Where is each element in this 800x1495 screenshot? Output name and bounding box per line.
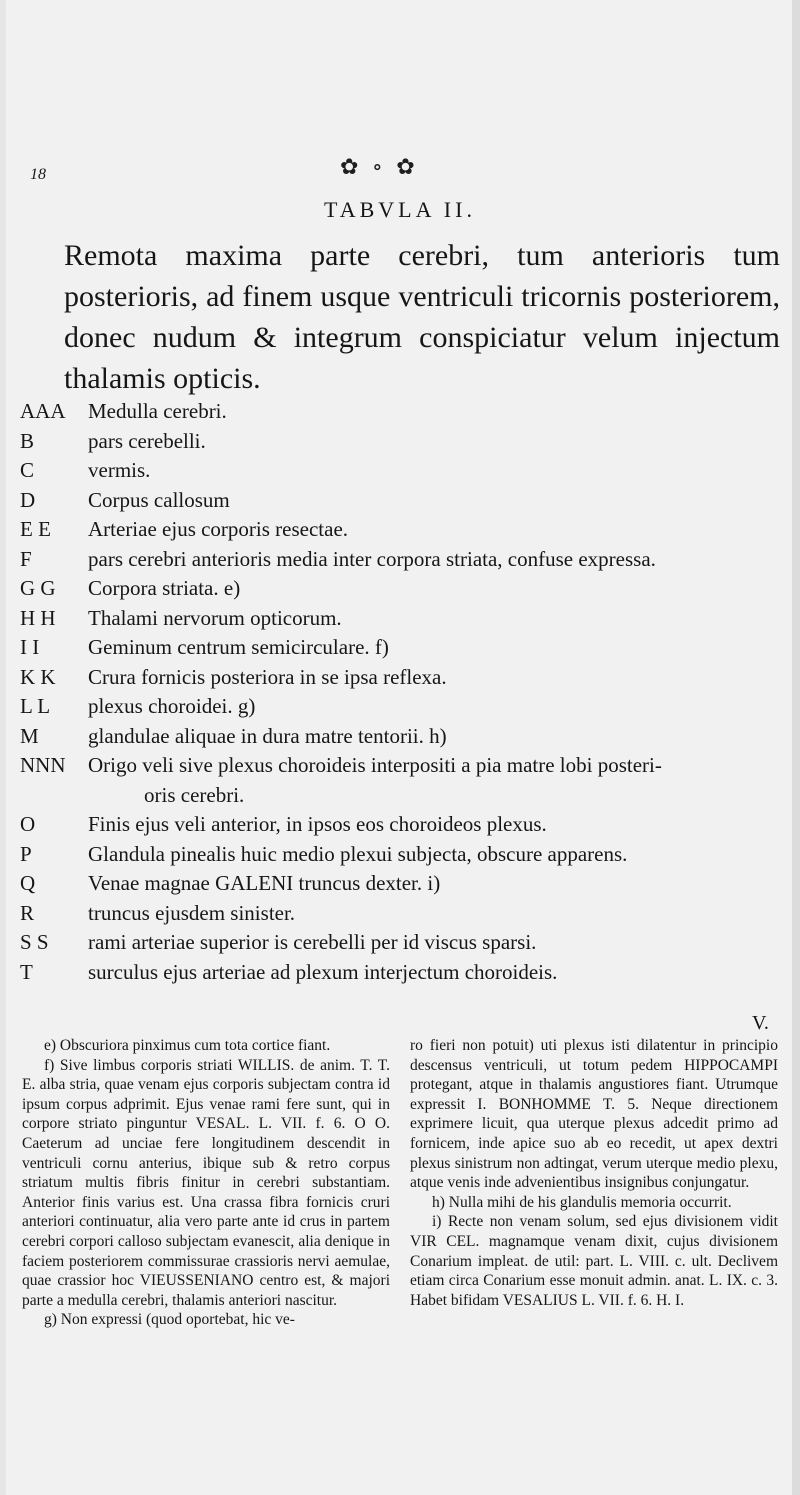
- legend-key: T: [20, 959, 33, 984]
- legend-key: NNN: [20, 753, 66, 777]
- legend-key: B: [20, 428, 35, 453]
- legend-key: R: [20, 900, 35, 925]
- legend-text: pars cerebelli.: [88, 428, 206, 453]
- legend-key: D: [20, 487, 36, 512]
- legend-row: [20, 486, 790, 516]
- page-left-edge: [0, 0, 6, 1495]
- legend-row: [20, 663, 790, 693]
- legend-text: plexus choroidei. g): [88, 694, 256, 718]
- footnotes-right-column: [410, 1036, 778, 1310]
- legend-row: [20, 604, 790, 634]
- legend-row: [20, 781, 790, 811]
- legend-text: Origo veli sive plexus choroideis interpositi a pia matre lobi posteri-: [88, 753, 662, 777]
- legend-row: [20, 427, 790, 457]
- legend-row: [20, 545, 790, 575]
- legend-key: S S: [20, 930, 49, 954]
- legend-text: surculus ejus arteriae ad plexum interjectum choroideis.: [88, 959, 558, 984]
- legend-key: AAA: [20, 399, 66, 423]
- page-right-edge: [792, 0, 800, 1495]
- legend-row: [20, 456, 790, 486]
- legend-text: Thalami nervorum opticorum.: [88, 605, 342, 630]
- footnote-paragraph: h) Nulla mihi de his glandulis memoria occurrit.: [432, 1193, 732, 1211]
- legend-text: vermis.: [88, 458, 151, 482]
- legend-row: [20, 958, 790, 988]
- catchword: V.: [752, 1012, 769, 1034]
- legend-row: [20, 869, 790, 899]
- legend-row: [20, 840, 790, 870]
- legend-row: [20, 692, 790, 722]
- legend-key: F: [20, 546, 32, 571]
- legend-key: I I: [20, 635, 40, 659]
- legend-text: rami arteriae superior is cerebelli per id viscus sparsi.: [88, 930, 537, 954]
- footnote-paragraph: i) Recte non venam solum, sed ejus divisionem vidit VIR CEL. magnamque venam dixit, cujus divisionem Conarium impleat. de util: part. L. VIII. c. ult. Declivem etiam circa Conarium esse monuit admin. anat. L. IX. c. 3. Habet bifidam VESALIUS L. VII. f. 6. H. I.: [410, 1213, 778, 1309]
- legend-text: truncus ejusdem sinister.: [88, 900, 296, 925]
- legend-text: Medulla cerebri.: [88, 399, 227, 423]
- legend-key: P: [20, 841, 32, 866]
- legend-key: O: [20, 812, 36, 836]
- legend-row: [20, 633, 790, 663]
- legend-row: [20, 810, 790, 840]
- plate-heading: Remota maxima parte cerebri, tum anterioris tum posterioris, ad finem usque ventriculi tricornis posteriorem, donec nudum & integrum conspiciatur velum injectum thalamis opticis.: [64, 239, 780, 395]
- legend-key: E E: [20, 517, 51, 541]
- legend-key: Q: [20, 871, 36, 895]
- legend-text: Crura fornicis posteriora in se ipsa reflexa.: [88, 664, 447, 689]
- legend-text: Glandula pinealis huic medio plexui subjecta, obscure apparens.: [88, 841, 628, 866]
- footnote-paragraph: g) Non expressi (quod oportebat, hic ve-: [44, 1311, 295, 1329]
- legend-row: [20, 928, 790, 958]
- legend-row: [20, 899, 790, 929]
- legend-text: Corpus callosum: [88, 487, 230, 512]
- legend-text: glandulae aliquae in dura matre tentorii. h): [88, 723, 447, 748]
- legend-text: oris cerebri.: [144, 782, 245, 807]
- plate-title: TABVLA II.: [324, 197, 476, 222]
- legend-text: Venae magnae GALENI truncus dexter. i): [88, 871, 441, 895]
- footnote-paragraph: e) Obscuriora pinximus cum tota cortice fiant.: [44, 1037, 331, 1054]
- legend-row: [20, 397, 790, 427]
- page-number: 18: [30, 166, 46, 183]
- footnote-paragraph: ro fieri non potuit) uti plexus isti dilatentur in principio descensus ventriculi, ut totum pedem HIPPOCAMPI protegant, atque in thalamis angustiores fiant. Utrumque expressit I. BONHOMME T. 5. Neque directionem exprimere licuit, qua uterque plexus adcedit primo ad fornicem, inde apice suo ab eo recedit, ut apex dextri plexus sinistrum non adtingat, verum uterque medio plexu, atque venis inde advenientibus insignibus conjungatur.: [410, 1037, 778, 1192]
- legend-text: Finis ejus veli anterior, in ipsos eos choroideos plexus.: [88, 812, 547, 836]
- legend-key: H H: [20, 605, 56, 630]
- footnote-paragraph: f) Sive limbus corporis striati WILLIS. de anim. T. T. E. alba stria, quae venam ejus corporis subjectam contra id ipsum corpus adprimit. Ejus venae rami fere sunt, qui in corpore striato pinguntur VESAL. L. VII. f. 6. O O. Caeterum ad unciae fere longitudinem descendit in ventriculi cornu anterius, ibique sub & retro corpus striatum multis fibris finitur in cerebri substantiam. Anterior finis varius est. Una crassa fibra fornicis cruri anteriori continuatur, alia vero parte ante id crus in partem cerebri corpori calloso subjectam evanescit, alia denique in faciem posteriorem commissurae crassioris nervi aemulae, quae crassior hoc VIEUSSENIANO centro est, & majori parte a medulla cerebri, thalamis anteriori nascitur.: [22, 1056, 390, 1309]
- legend-text: Geminum centrum semicirculare. f): [88, 635, 389, 659]
- legend-row: [20, 515, 790, 545]
- legend-key: M: [20, 723, 39, 748]
- legend-list: [20, 397, 790, 987]
- legend-key: C: [20, 458, 35, 482]
- legend-row: [20, 722, 790, 752]
- legend-key: K K: [20, 664, 56, 689]
- legend-text: Corpora striata. e): [88, 576, 241, 600]
- footnotes-left-column: [22, 1036, 390, 1330]
- legend-key: G G: [20, 576, 56, 600]
- legend-text: Arteriae ejus corporis resectae.: [88, 517, 349, 541]
- legend-key: L L: [20, 694, 51, 718]
- legend-text: pars cerebri anterioris media inter corpora striata, confuse expressa.: [88, 546, 656, 571]
- header-ornament: ✿ ∘ ✿: [340, 154, 419, 179]
- legend-row: [20, 751, 790, 781]
- legend-row: [20, 574, 790, 604]
